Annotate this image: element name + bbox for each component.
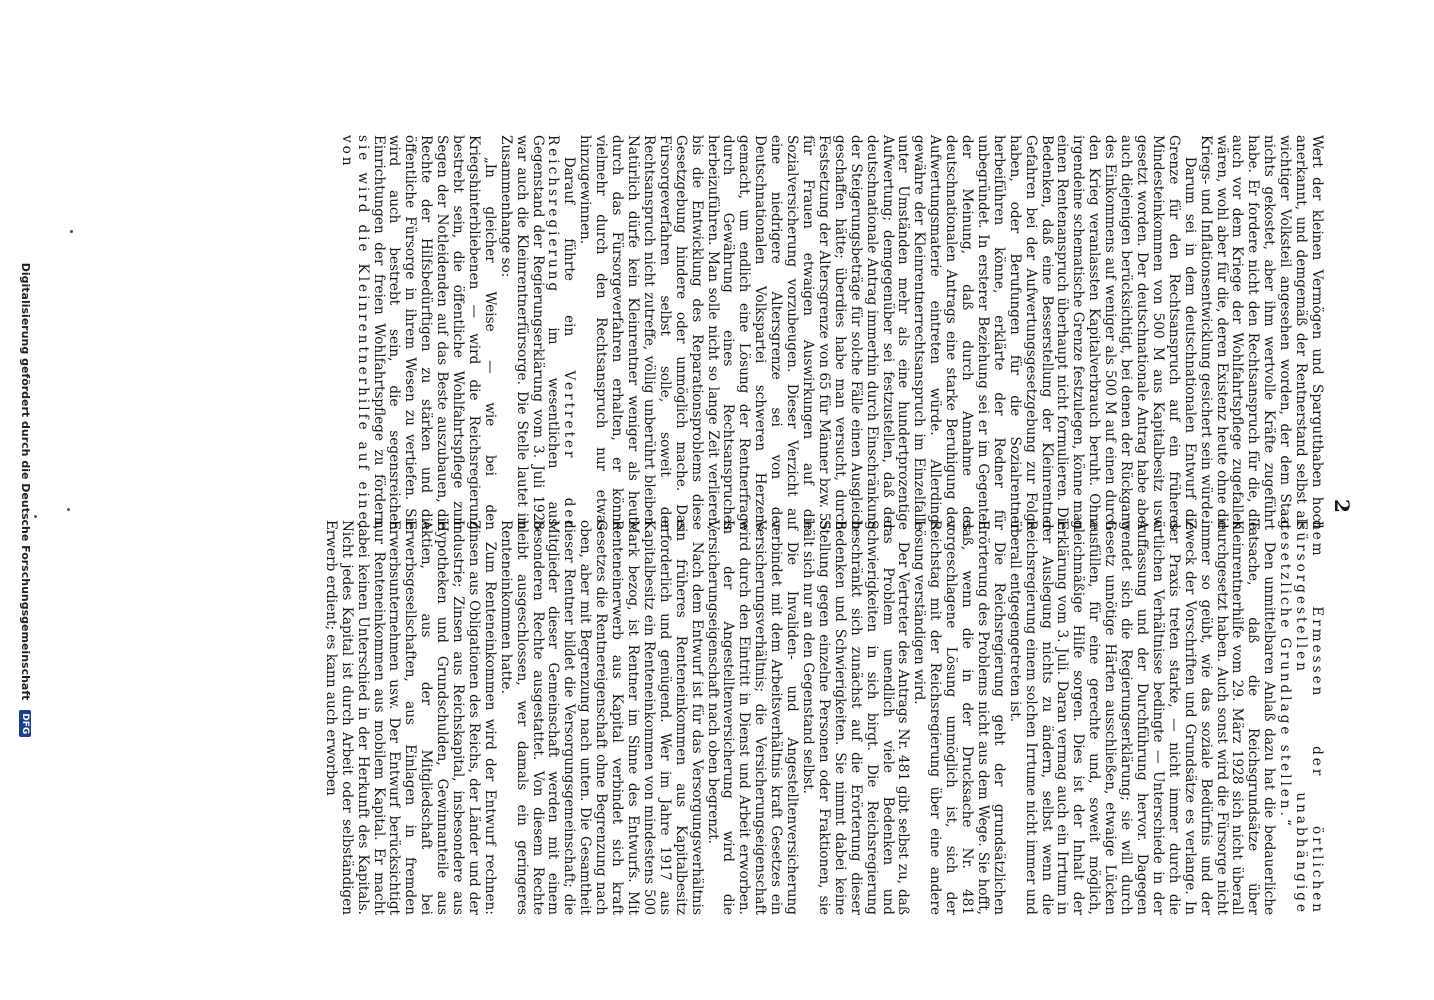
paragraph: Den unmittelbaren Anlaß dazu hat die bedauerliche Tatsache, daß die Reichsgrundsätze über Kleinrentnerhilfe vom 29. März 1928 sich nicht überall durchgesetzt haben. Auch sonst wird die Fürsorge nicht immer so geübt, wie das soziale Bedürfnis und der Zweck der Vorschriften und Grundsätze es verlange. In der Praxis treten starke, — nicht immer durch die örtlichen Verhältnisse bedingte — Unterschiede in der Auffassung und der Durchführung hervor. Dagegen wendet sich die Regierungserklärung; sie will durch Gesetz unnötige Härten ausschließen, etwaige Lücken ausfüllen, für eine gerechte und, soweit möglich, gleichmäßige Hilfe sorgen. Dies ist der Inhalt der Erklärung vom 3. Juli. Daran vermag auch ein Irrtum in der Auslegung nichts zu ändern, selbst wenn die Reichsregierung einem solchen Irrtume nicht immer und überall entgegengetreten ist.	[1006, 520, 1278, 915]
text-column-right	[322, 520, 1324, 915]
scan-speck	[70, 230, 73, 233]
paragraph: „In gleicher Weise — wie bei den Kriegshinterbliebenen — wird die Reichsregierung bestrebt sein, die öffentliche Wohlfahrtspflege zum Segen der Notleidenden auf das Beste auszubauen, die Rechte der Hilfsbedürftigen zu stärken und die öffentliche Fürsorge in ihrem Wesen zu vertiefen. Sie wird auch bestrebt sein, die segensreichen Einrichtungen der freien Wohlfahrtspflege zu fördern, sie wird die Kleinrentnerhilfe auf eine, von	[338, 135, 498, 530]
digitization-credit	[19, 0, 32, 1000]
text-column-left	[338, 135, 1324, 530]
page-number: 2	[1330, 499, 1354, 513]
paragraph: Darauf führte ein Vertreter der Reichsregierung im wesentlichen aus: Gegenstand der Regierungserklärung vom 3. Juli 1928 war auch die Kleinrentnerfürsorge. Die Stelle lautet im Zusammenhange so:	[497, 135, 578, 530]
paragraph: Darum sei in dem deutschnationalen Entwurf die Grenze für den Rechtsanspruch auf ein früheres Mindesteinkommen von 500 M aus Kapitalbesitz usw. gesetzt worden. Der deutschnationale Antrag habe aber auch diejenigen berücksichtigt, bei denen der Rückgang des Einkommens auf weniger als 500 M auf einen durch den Krieg veranlassten Kapitalverbrauch beruht. Ohne irgendeine schematische Grenze festzulegen, könne man einen Rentenanspruch überhaupt nicht formulieren. Die Bedenken, daß eine Besserstellung der Kleinrentner Gefahren bei der Aufwertungsgesetzgebung zur Folge haben, oder Berufungen für die Sozialrentner herbeiführen könne, erklärte der Redner für unbegründet. In ersterer Beziehung sei er im Gegenteil der Meinung, daß durch Annahme des deutschnationalen Antrags eine starke Beruhigung der Aufwertungsmaterie eintreten würde. Allerdings gewähre der Kleinrentnerrechtsanspruch im Einzelfalle unter Umständen mehr als eine hundertprozentige Aufwertung; demgegenüber sei festzustellen, daß der deutschnationale Antrag immerhin durch Einschränkung der Steigerungsbeträge für solche Fälle einen Ausgleich geschaffen hätte; überdies habe man versucht, durch Festsetzung der Altersgrenze von 65 für Männer bzw. 55 für Frauen etwaigen Auswirkungen auf die Sozialversicherung vorzubeugen. Dieser Verzicht auf eine niedrigere Altersgrenze sei von der Deutschnationalen Volkspartei schweren Herzens gemacht, um endlich eine Lösung der Rentnerfrage durch Gewährung eines Rechtsanspruches herbeizuführen. Man solle nicht so lange Zeit verlieren, bis die Entwicklung des Reparationsproblems diese Gesetzgebung hindere oder unmöglich mache. Das Fürsorgeverfahren selbst solle, soweit der Rechtsanspruch nicht zutreffe, völlig unberührt bleiben. Natürlich dürfe kein Kleinrentner weniger als heute durch das Fürsorgeverfahren erhalten, er könne vielmehr durch den Rechtsanspruch nur etwas hinzugewinnen.	[577, 135, 1198, 530]
scan-speck	[34, 515, 37, 518]
paragraph: Nach dem Entwurf ist für das Versorgungsverhältnis ein früheres Renteneinkommen aus Kapitalbesitz erforderlich und genügend. Wer im Jahre 1917 aus Kapitalbesitz ein Renteneinkommen von mindestens 500 Mark bezog, ist Rentner im Sinne des Entwurfs. Mit Renteneinerwerb aus Kapital verbindet sich kraft Gesetzes die Rentnereigenschaft ohne Begrenzung nach oben, aber mit Begrenzung nach unten. Die Gesamtheit dieser Rentner bildet die Versorgungsgemeinschaft; die Mitglieder dieser Gemeinschaft werden mit einem besonderen Rechte ausgestattet. Von diesem Rechte bleibt ausgeschlossen, wer damals ein geringeres Renteneinkommen hatte.	[497, 520, 705, 915]
emphasized-phrase: Vertreter der Reichsregierung	[545, 135, 578, 530]
paragraph: Zum Renteneinkommen wird der Entwurf rechnen: Zinsen aus Obligationen des Reichs, der Länder und der Industrie; Zinsen aus Reichskapital, insbesondere aus Hypotheken und Grundschulden, Gewinnanteile aus Aktien, aus der Mitgliedschaft bei Erwerbsgesellschaften, aus Einlagen in fremden Erwerbsunternehmen usw. Der Entwurf berücksichtigt nur Renteneinkommen aus mobilem Kapital. Er macht dabei keinen Unterschied in der Herkunft des Kapitals. Nicht jedes Kapital ist durch Arbeit oder selbständigen Erwerb erdient; es kann auch erworben	[322, 520, 498, 915]
paragraph: Die Invaliden- und Angestelltenversicherung verbindet mit dem Arbeitsverhältnis kraft Gesetzes ein Versicherungsverhältnis; die Versicherungseigenschaft wird durch den Eintritt in Dienst und Arbeit erworben. In der Angestelltenversicherung wird die Versicherungseigenschaft nach oben begrenzt.	[704, 520, 801, 915]
paragraph: Die Reichsregierung geht der grundsätzlichen Erörterung des Problems nicht aus dem Wege. Sie hofft, daß, wenn die in der Drucksache Nr. 481 vorgeschlagene Lösung unmöglich ist, sich der Reichstag mit der Reichsregierung über eine andere Lösung verständigen wird.	[911, 520, 1007, 915]
digitization-credit-text: Digitalisierung gefördert durch die Deutsche Forschungsgemeinschaft	[19, 262, 32, 701]
paragraph: Der Vertreter des Antrags Nr. 481 gibt selbst zu, daß das Problem unendlich viele Bedenken und Schwierigkeiten in sich birgt. Die Reichsregierung beschränkt sich zunächst auf die Erörterung dieser Bedenken und Schwierigkeiten. Sie nimmt dabei keine Stellung gegen einzelne Personen oder Fraktionen, sie hält sich nur an den Gegenstand selbst.	[800, 520, 912, 915]
dfg-logo-icon: DFG	[19, 710, 31, 737]
emphasized-phrase: sie wird die Kleinrentnerhilfe auf eine, von	[338, 135, 371, 530]
paragraph-continued: Wert der kleinen Vermögen und Spargutthaben hoch anerkannt, und demgemäß der Rentnerstand selbst als wichtiger Volksteil angesehen worden, der dem Staat nichts gekostet, aber ihm wertvolle Kräfte zugeführt habe. Er fordere nicht den Rechtsanspruch für die, die auch vor dem Kriege der Wohlfahrtspflege zugefallen wären, wohl aber für die, deren Existenz heute ohne die Kriegs- und Inflationsentwicklung gesichert sein würde.	[1197, 135, 1325, 530]
paragraph-continued: dem Ermessen der örtlichen Fürsorgestellen unabhängige gesetzliche Grundlage stellen.“	[1277, 520, 1325, 915]
scan-speck	[67, 508, 70, 511]
